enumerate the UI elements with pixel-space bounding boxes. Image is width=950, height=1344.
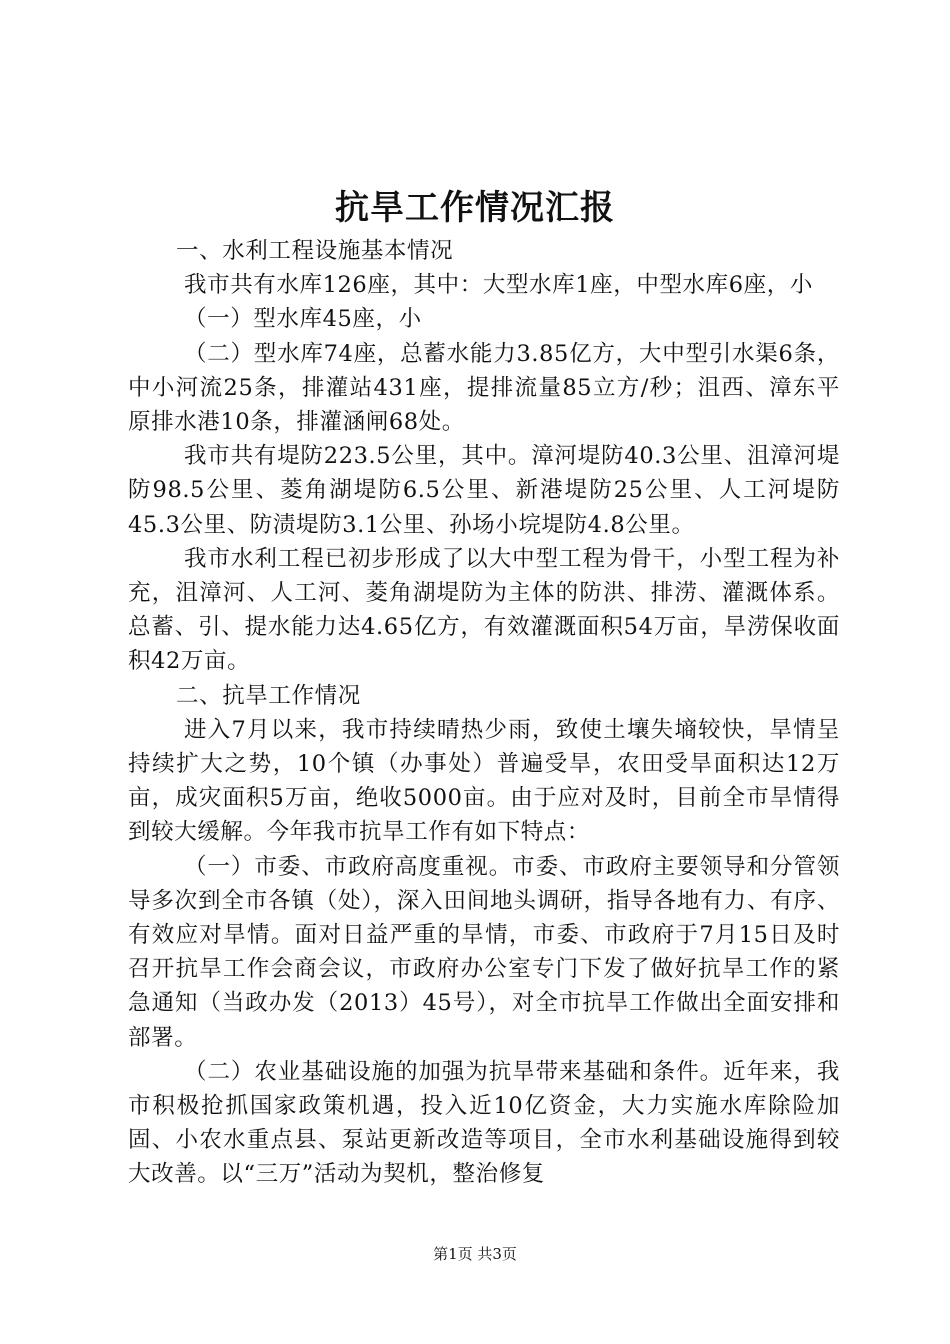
paragraph-infrastructure: （二）农业基础设施的加强为抗旱带来基础和条件。近年来，我市积极抢抓国家政策机遇，投入近10亿资金，大力实施水库除险加固、小农水重点县、泵站更新改造等项目，全市水利基础设施得到较大改善。以“三万”活动为契机，整治修复 xyxy=(128,1058,840,1188)
paragraph-small-reservoirs-2: （二）型水库74座，总蓄水能力3.85亿方，大中型引水渠6条，中小河流25条，排灌站431座，提排流量85立方/秒；沮西、漳东平原排水港10条，排灌涵闸68处。 xyxy=(128,340,840,436)
paragraph-embankments: 我市共有堤防223.5公里，其中。漳河堤防40.3公里、沮漳河堤防98.5公里、菱角湖堤防6.5公里、新港堤防25公里、人工河堤防45.3公里、防渍堤防3.1公里、孙场小垸堤防4.8公里。 xyxy=(128,443,840,538)
paragraph-reservoirs: 我市共有水库126座，其中：大型水库1座，中型水库6座，小 xyxy=(184,272,813,299)
paragraph-water-system: 我市水利工程已初步形成了以大中型工程为骨干，小型工程为补充，沮漳河、人工河、菱角湖堤防为主体的防洪、排涝、灌溉体系。总蓄、引、提水能力达4.65亿方，有效灌溉面积54万亩，旱涝保收面积42万亩。 xyxy=(128,545,840,675)
paragraph-drought-situation: 进入7月以来，我市持续晴热少雨，致使土壤失墒较快，旱情呈持续扩大之势，10个镇（办事处）普遍受旱，农田受旱面积达12万亩，成灾面积5万亩，绝收5000亩。由于应对及时，目前全市旱情得到较大缓解。今年我市抗旱工作有如下特点： xyxy=(128,716,840,846)
paragraph-small-reservoirs-1: （一）型水库45座，小 xyxy=(184,306,422,333)
document-title: 抗旱工作情况汇报 xyxy=(335,188,615,228)
section-heading-2: 二、抗旱工作情况 xyxy=(176,682,361,709)
document-body xyxy=(128,234,840,1192)
section-heading-1: 一、水利工程设施基本情况 xyxy=(176,238,454,264)
paragraph-government-attention: （一）市委、市政府高度重视。市委、市政府主要领导和分管领导多次到全市各镇（处），深入田间地头调研，指导各地有力、有序、有效应对旱情。面对日益严重的旱情，市委、市政府于7月15日及时召开抗旱工作会商会议，市政府办公室专门下发了做好抗旱工作的紧急通知（当政办发（2013）45号），对全市抗旱工作做出全面安排和部署。 xyxy=(128,853,840,1051)
page-footer: 第1页 共3页 xyxy=(433,1245,517,1263)
